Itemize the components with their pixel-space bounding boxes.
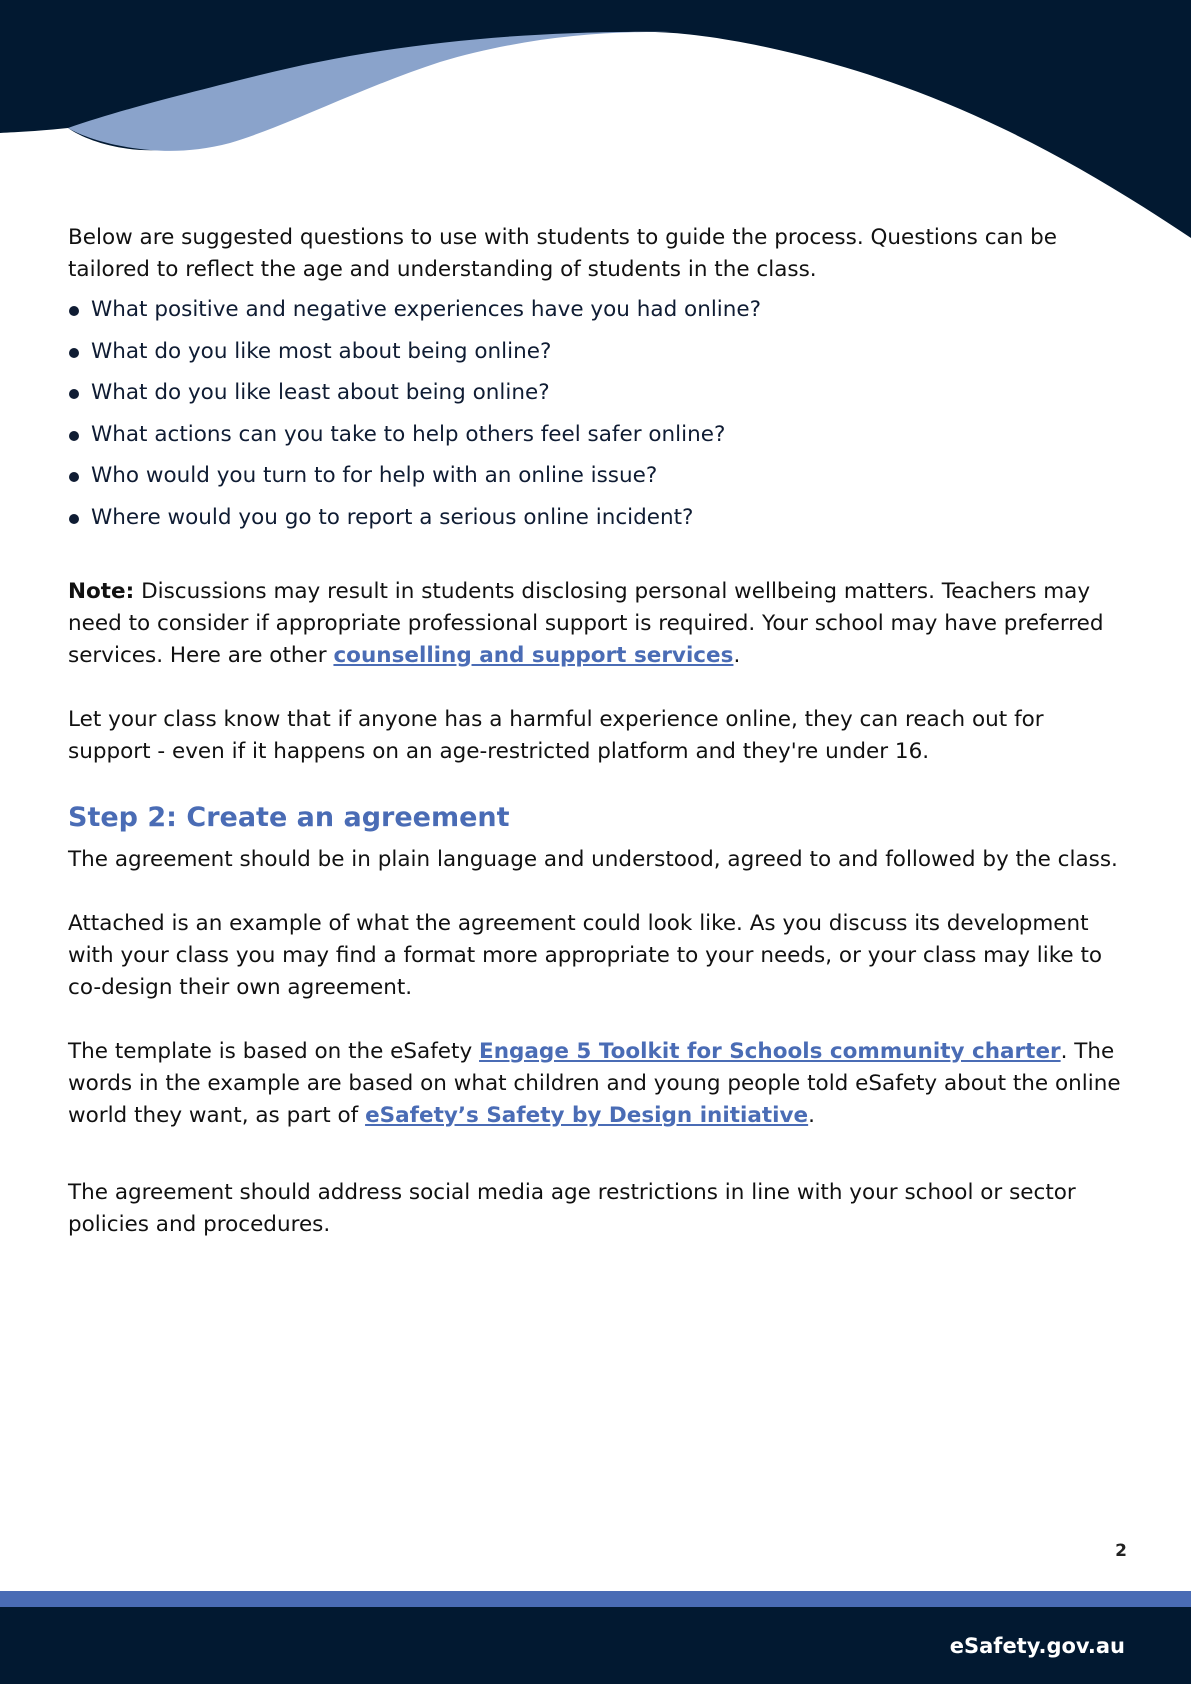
bullet-icon <box>69 514 79 524</box>
attached-paragraph: Attached is an example of what the agreement could look like. As you discuss its development with your class you may find a format more appropriate to your needs, or your class may like to co-design their own agreement. <box>68 910 1103 1000</box>
safety-by-design-link[interactable]: eSafety’s Safety by Design initiative <box>365 1102 809 1128</box>
note-label: Note: <box>68 578 135 604</box>
page-content <box>68 222 1128 1241</box>
header-wave <box>0 0 1191 240</box>
list-item: Where would you go to report a serious online incident? <box>68 502 1128 534</box>
restrictions-paragraph: The agreement should address social media age restrictions in line with your school or sector policies and procedures. <box>68 1179 1076 1237</box>
bullet-icon <box>69 431 79 441</box>
list-item: What do you like most about being online? <box>68 336 1128 368</box>
page-number: 2 <box>1115 1541 1127 1561</box>
list-item: What positive and negative experiences have you had online? <box>68 294 1128 326</box>
intro-paragraph: Below are suggested questions to use with students to guide the process. Questions can be tailored to reflect the age and understanding of students in the class. <box>68 225 1058 282</box>
template-paragraph: The template is based on the eSafety Engage 5 Toolkit for Schools community charter. The words in the example are based on what children and young people told eSafety about the online world they want, as part of eSafety’s Safety by Design initiative. <box>68 1038 1121 1128</box>
plain-language-paragraph: The agreement should be in plain language and understood, agreed to and followed by the class. <box>68 846 1118 872</box>
step-2-heading: Step 2: Create an agreement <box>68 801 510 833</box>
list-item: Who would you turn to for help with an online issue? <box>68 460 1128 492</box>
support-paragraph: Let your class know that if anyone has a harmful experience online, they can reach out for support - even if it happens on an age-restricted platform and they're under 16. <box>68 706 1044 764</box>
counselling-support-link[interactable]: counselling and support services <box>333 642 734 668</box>
list-item: What do you like least about being online? <box>68 377 1128 409</box>
footer <box>0 1607 1191 1684</box>
engage-toolkit-link[interactable]: Engage 5 Toolkit for Schools community charter <box>479 1038 1061 1064</box>
footer-accent-band <box>0 1591 1191 1607</box>
bullet-icon <box>69 389 79 399</box>
note-paragraph: Note: Discussions may result in students disclosing personal wellbeing matters. Teachers may need to consider if appropriate professional support is required. Your school may have preferred services. Here are other counselling and support services. <box>68 578 1104 668</box>
bullet-icon <box>69 348 79 358</box>
bullet-icon <box>69 306 79 316</box>
footer-site-link[interactable]: eSafety.gov.au <box>949 1634 1125 1658</box>
question-list <box>68 294 1128 534</box>
bullet-icon <box>69 472 79 482</box>
list-item: What actions can you take to help others feel safer online? <box>68 419 1128 451</box>
